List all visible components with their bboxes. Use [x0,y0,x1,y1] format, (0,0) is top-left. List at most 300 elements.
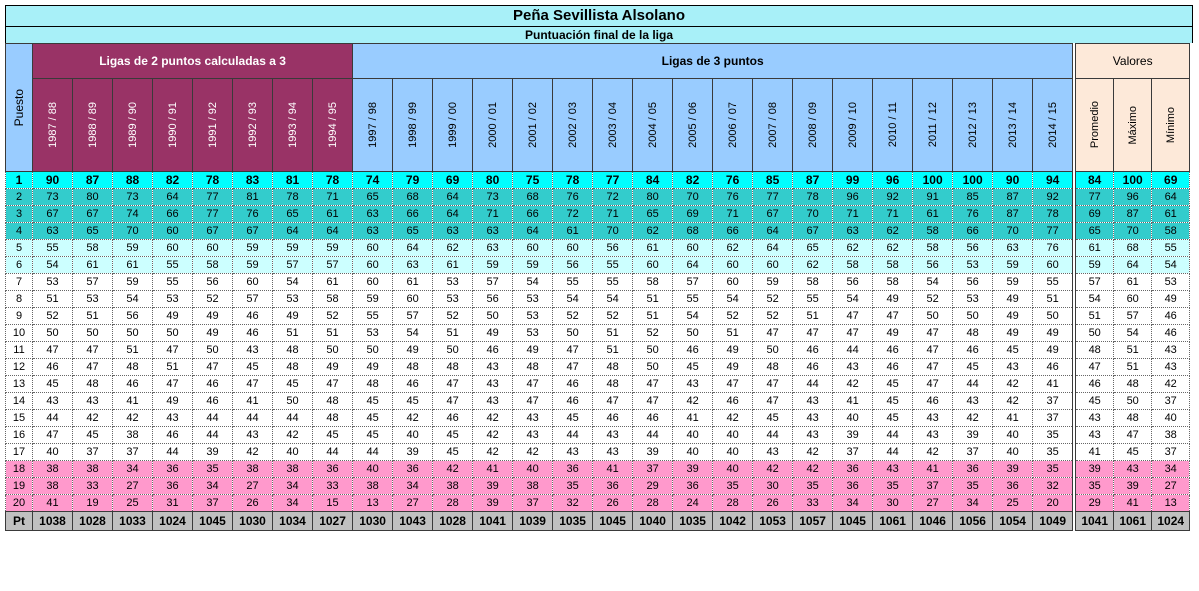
value-cell: 51 [1076,308,1114,325]
score-cell: 53 [953,257,993,274]
total-cell: 1030 [353,512,393,531]
score-cell: 60 [673,240,713,257]
score-cell: 49 [393,342,433,359]
position-cell: 5 [6,240,33,257]
score-cell: 80 [633,189,673,206]
position-cell: 7 [6,274,33,291]
score-cell: 43 [833,359,873,376]
value-cell: 69 [1076,206,1114,223]
value-cell: 47 [1076,359,1114,376]
score-cell: 59 [993,257,1033,274]
score-cell: 51 [633,291,673,308]
score-cell: 55 [33,240,73,257]
score-cell: 46 [873,359,913,376]
score-cell: 46 [1033,359,1073,376]
season-label: 2013 / 14 [1006,102,1019,148]
score-cell: 51 [713,325,753,342]
score-cell: 61 [113,257,153,274]
position-cell: 4 [6,223,33,240]
position-cell: 14 [6,393,33,410]
score-cell: 52 [193,291,233,308]
score-cell: 47 [633,393,673,410]
score-cell: 50 [473,308,513,325]
score-cell: 47 [833,325,873,342]
score-cell: 73 [113,189,153,206]
score-cell: 42 [793,444,833,461]
season-header-2pt [233,79,273,172]
score-cell: 35 [873,478,913,495]
score-cell: 45 [313,427,353,444]
score-cell: 78 [793,189,833,206]
score-cell: 67 [233,223,273,240]
score-cell: 64 [513,223,553,240]
season-label: 1993 / 94 [286,102,299,148]
value-cell: 13 [1152,495,1190,512]
score-cell: 58 [873,257,913,274]
score-cell: 47 [753,376,793,393]
score-cell: 56 [473,291,513,308]
position-cell: 15 [6,410,33,427]
score-cell: 61 [313,274,353,291]
value-header [1076,79,1114,172]
score-cell: 41 [913,461,953,478]
score-cell: 52 [313,308,353,325]
score-cell: 30 [753,478,793,495]
score-cell: 41 [993,410,1033,427]
table-row [6,478,1190,495]
score-cell: 91 [913,189,953,206]
total-cell: 1045 [193,512,233,531]
score-cell: 42 [473,427,513,444]
score-cell: 53 [353,325,393,342]
score-cell: 65 [273,206,313,223]
score-cell: 43 [953,393,993,410]
score-cell: 70 [993,223,1033,240]
score-cell: 65 [793,240,833,257]
total-cell: 1033 [113,512,153,531]
score-cell: 40 [393,427,433,444]
score-cell: 77 [1033,223,1073,240]
season-header-2pt [313,79,353,172]
value-cell: 43 [1076,410,1114,427]
total-cell: 1057 [793,512,833,531]
score-cell: 34 [393,478,433,495]
score-cell: 60 [1033,257,1073,274]
score-cell: 43 [593,427,633,444]
score-cell: 43 [753,444,793,461]
value-cell: 53 [1152,274,1190,291]
score-cell: 44 [833,342,873,359]
score-cell: 80 [73,189,113,206]
score-cell: 57 [673,274,713,291]
score-cell: 48 [73,376,113,393]
table-row [6,308,1190,325]
score-cell: 75 [513,172,553,189]
score-cell: 42 [113,410,153,427]
score-cell: 45 [273,376,313,393]
score-cell: 46 [193,393,233,410]
score-cell: 48 [113,359,153,376]
total-cell: 1039 [513,512,553,531]
season-header-2pt [273,79,313,172]
score-cell: 92 [1033,189,1073,206]
score-cell: 46 [153,427,193,444]
score-cell: 51 [593,325,633,342]
score-cell: 60 [153,240,193,257]
score-cell: 46 [553,393,593,410]
score-cell: 20 [1033,495,1073,512]
score-cell: 35 [1033,427,1073,444]
score-cell: 41 [673,410,713,427]
score-cell: 35 [1033,444,1073,461]
score-cell: 46 [873,342,913,359]
season-label: 2000 / 01 [486,102,499,148]
score-cell: 30 [873,495,913,512]
score-cell: 51 [273,325,313,342]
score-cell: 44 [753,427,793,444]
score-cell: 27 [393,495,433,512]
score-cell: 45 [673,359,713,376]
score-cell: 78 [1033,206,1073,223]
score-cell: 43 [993,359,1033,376]
score-cell: 49 [993,291,1033,308]
score-cell: 32 [553,495,593,512]
score-cell: 62 [793,257,833,274]
score-cell: 37 [913,478,953,495]
score-cell: 68 [513,189,553,206]
table-row [6,172,1190,189]
season-header-3pt [953,79,993,172]
score-cell: 35 [1033,461,1073,478]
value-cell: 64 [1152,189,1190,206]
season-label: 2002 / 03 [566,102,579,148]
score-cell: 44 [793,376,833,393]
score-cell: 38 [273,461,313,478]
score-cell: 40 [713,461,753,478]
score-cell: 42 [833,376,873,393]
value-cell: 29 [1076,495,1114,512]
score-cell: 44 [353,444,393,461]
score-cell: 100 [953,172,993,189]
score-cell: 87 [993,206,1033,223]
score-cell: 43 [793,427,833,444]
score-cell: 39 [473,495,513,512]
score-cell: 47 [233,376,273,393]
value-cell: 100 [1114,172,1152,189]
position-cell: 13 [6,376,33,393]
score-cell: 46 [553,376,593,393]
total-cell: 1035 [553,512,593,531]
score-cell: 38 [113,427,153,444]
season-label: 2006 / 07 [726,102,739,148]
score-cell: 69 [673,206,713,223]
season-header-3pt [1033,79,1073,172]
position-cell: 18 [6,461,33,478]
score-cell: 63 [833,223,873,240]
score-cell: 47 [553,342,593,359]
score-cell: 49 [473,325,513,342]
score-cell: 52 [753,291,793,308]
score-cell: 35 [193,461,233,478]
score-cell: 40 [273,444,313,461]
score-cell: 48 [433,359,473,376]
score-cell: 44 [553,427,593,444]
score-cell: 43 [793,410,833,427]
score-cell: 50 [33,325,73,342]
group-header-2pt: Ligas de 2 puntos calculadas a 3 [33,44,353,79]
score-cell: 60 [713,257,753,274]
score-cell: 42 [753,461,793,478]
table-row [6,189,1190,206]
score-cell: 50 [633,342,673,359]
score-cell: 50 [953,308,993,325]
total-cell: 1041 [473,512,513,531]
score-cell: 71 [473,206,513,223]
score-cell: 90 [993,172,1033,189]
table-row [6,257,1190,274]
score-cell: 77 [593,172,633,189]
score-cell: 49 [153,393,193,410]
score-cell: 44 [313,444,353,461]
score-cell: 60 [153,223,193,240]
score-cell: 42 [993,376,1033,393]
score-cell: 35 [713,478,753,495]
score-cell: 46 [793,359,833,376]
sheet-title: Peña Sevillista Alsolano [5,5,1193,26]
score-cell: 61 [393,274,433,291]
score-cell: 27 [233,478,273,495]
value-cell: 38 [1152,427,1190,444]
score-cell: 52 [433,308,473,325]
score-cell: 50 [673,325,713,342]
score-cell: 87 [73,172,113,189]
score-cell: 50 [553,325,593,342]
season-label: 1988 / 89 [86,102,99,148]
value-header [1152,79,1190,172]
score-cell: 53 [433,274,473,291]
season-label: 2009 / 10 [846,102,859,148]
score-cell: 40 [993,444,1033,461]
score-cell: 61 [553,223,593,240]
position-cell: 20 [6,495,33,512]
value-cell: 50 [1076,325,1114,342]
value-cell: 57 [1114,308,1152,325]
score-cell: 49 [713,359,753,376]
value-cell: 40 [1152,410,1190,427]
score-cell: 52 [633,325,673,342]
score-cell: 42 [993,393,1033,410]
score-cell: 41 [473,461,513,478]
score-cell: 47 [873,308,913,325]
season-label: 1991 / 92 [206,102,219,148]
score-cell: 74 [113,206,153,223]
score-cell: 48 [393,359,433,376]
score-cell: 33 [793,495,833,512]
score-cell: 37 [833,444,873,461]
season-header-2pt [73,79,113,172]
table-row [6,325,1190,342]
value-cell: 96 [1114,189,1152,206]
score-cell: 43 [233,342,273,359]
score-cell: 81 [233,189,273,206]
score-cell: 48 [593,376,633,393]
value-cell: 69 [1152,172,1190,189]
score-cell: 38 [433,478,473,495]
season-header-3pt [433,79,473,172]
score-cell: 60 [633,257,673,274]
score-cell: 32 [1033,478,1073,495]
total-cell: 1054 [993,512,1033,531]
score-cell: 48 [513,359,553,376]
score-cell: 60 [713,274,753,291]
score-cell: 59 [313,240,353,257]
league-score-sheet [5,5,1193,531]
value-cell: 43 [1114,461,1152,478]
value-cell: 35 [1076,478,1114,495]
total-cell: 1028 [433,512,473,531]
score-cell: 39 [953,427,993,444]
total-cell: 1035 [673,512,713,531]
total-cell: 1038 [33,512,73,531]
score-cell: 63 [433,223,473,240]
score-cell: 47 [153,342,193,359]
score-cell: 54 [713,291,753,308]
score-cell: 63 [393,257,433,274]
value-cell: 50 [1114,393,1152,410]
value-cell: 87 [1114,206,1152,223]
score-cell: 59 [473,257,513,274]
value-cell: 42 [1152,376,1190,393]
value-cell: 39 [1076,461,1114,478]
score-cell: 43 [513,410,553,427]
score-cell: 46 [233,325,273,342]
score-cell: 59 [753,274,793,291]
position-cell: 12 [6,359,33,376]
score-cell: 38 [33,461,73,478]
table-row [6,444,1190,461]
score-cell: 47 [33,342,73,359]
score-cell: 49 [313,359,353,376]
score-cell: 36 [673,478,713,495]
season-header-3pt [393,79,433,172]
season-header-3pt [473,79,513,172]
score-cell: 61 [913,206,953,223]
score-cell: 54 [913,274,953,291]
score-cell: 54 [513,274,553,291]
total-cell: 1053 [753,512,793,531]
season-header-3pt [553,79,593,172]
score-cell: 40 [673,427,713,444]
score-cell: 49 [193,308,233,325]
score-cell: 66 [713,223,753,240]
score-cell: 47 [753,325,793,342]
score-cell: 46 [673,342,713,359]
score-cell: 48 [753,359,793,376]
score-cell: 46 [473,342,513,359]
score-cell: 49 [353,359,393,376]
score-cell: 46 [633,410,673,427]
score-cell: 53 [73,291,113,308]
group-header-3pt: Ligas de 3 puntos [353,44,1073,79]
score-cell: 39 [993,461,1033,478]
score-cell: 76 [713,172,753,189]
score-cell: 45 [433,444,473,461]
score-cell: 55 [353,308,393,325]
score-cell: 58 [73,240,113,257]
score-cell: 51 [793,308,833,325]
score-cell: 36 [953,461,993,478]
score-cell: 49 [873,325,913,342]
score-cell: 43 [513,427,553,444]
score-cell: 55 [153,257,193,274]
score-cell: 60 [553,240,593,257]
score-cell: 52 [753,308,793,325]
season-header-3pt [993,79,1033,172]
score-cell: 45 [873,410,913,427]
value-cell: 39 [1114,478,1152,495]
score-cell: 34 [833,495,873,512]
score-cell: 47 [33,427,73,444]
score-cell: 58 [873,274,913,291]
score-cell: 35 [793,478,833,495]
score-cell: 61 [433,257,473,274]
score-cell: 42 [433,461,473,478]
score-cell: 43 [593,444,633,461]
score-cell: 59 [353,291,393,308]
season-header-3pt [793,79,833,172]
score-cell: 58 [913,223,953,240]
score-cell: 51 [153,359,193,376]
score-cell: 45 [553,410,593,427]
score-cell: 47 [713,376,753,393]
score-cell: 61 [633,240,673,257]
score-cell: 26 [753,495,793,512]
score-cell: 44 [873,427,913,444]
score-cell: 51 [113,342,153,359]
value-cell: 41 [1114,495,1152,512]
score-cell: 44 [193,410,233,427]
value-cell: 43 [1152,342,1190,359]
season-header-3pt [913,79,953,172]
score-cell: 56 [953,274,993,291]
score-cell: 41 [593,461,633,478]
total-cell: 1030 [233,512,273,531]
puesto-label: Puesto [12,88,26,127]
score-cell: 46 [913,393,953,410]
value-header [1114,79,1152,172]
score-cell: 49 [993,308,1033,325]
score-cell: 43 [793,393,833,410]
score-cell: 49 [153,308,193,325]
score-cell: 78 [273,189,313,206]
value-label: Promedio [1088,101,1101,149]
score-cell: 64 [673,257,713,274]
score-cell: 42 [673,393,713,410]
score-cell: 42 [73,410,113,427]
score-cell: 47 [793,325,833,342]
score-cell: 71 [873,206,913,223]
score-cell: 66 [953,223,993,240]
score-cell: 24 [673,495,713,512]
score-cell: 26 [233,495,273,512]
score-cell: 87 [993,189,1033,206]
score-cell: 48 [353,376,393,393]
value-cell: 46 [1152,308,1190,325]
value-cell: 70 [1114,223,1152,240]
score-cell: 99 [833,172,873,189]
score-cell: 42 [273,427,313,444]
score-cell: 39 [393,444,433,461]
